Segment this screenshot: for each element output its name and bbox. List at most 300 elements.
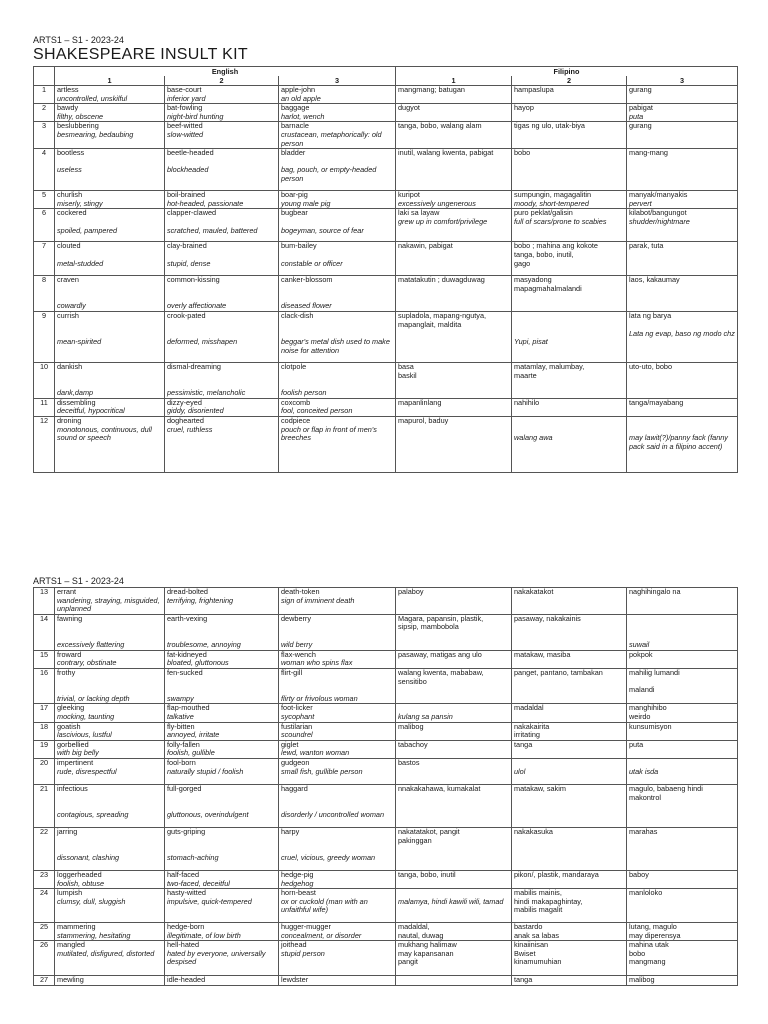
table-cell <box>279 209 396 242</box>
cell-spacer <box>167 794 276 803</box>
cell-gloss: kulang sa pansin <box>398 711 453 721</box>
table-cell <box>627 704 738 722</box>
table-cell <box>55 784 165 827</box>
row-number: 26 <box>34 941 55 976</box>
cell-word: pokpok <box>629 650 653 659</box>
cell-word: dugyot <box>398 103 420 113</box>
table-cell <box>512 668 627 703</box>
table-cell <box>55 650 165 668</box>
table-row <box>34 122 738 149</box>
table-cell <box>396 740 512 758</box>
cell-word: barnacle <box>281 121 309 131</box>
cell-word: harpy <box>281 827 300 836</box>
cell-spacer <box>167 837 276 846</box>
cell-word: tigas ng ulo, utak-biya <box>514 121 585 131</box>
cell-word: mangled <box>57 940 85 950</box>
cell-word: beef-witted <box>167 121 203 131</box>
table-cell <box>396 650 512 668</box>
cell-gloss: blockheaded <box>167 165 209 175</box>
cell-word: base-court <box>167 85 202 94</box>
cell-gloss: deceitful, hypocritical <box>57 406 125 416</box>
col-number: 3 <box>627 76 738 86</box>
table-cell <box>627 614 738 650</box>
cell-word: pikon/, plastik, mandaraya <box>514 870 599 879</box>
row-number: 19 <box>34 740 55 758</box>
cell-gloss: cruel, ruthless <box>167 424 213 434</box>
table-cell <box>512 722 627 740</box>
table-cell <box>627 722 738 740</box>
cell-word: naghihingalo na <box>629 587 681 596</box>
cell-word: full-gorged <box>167 784 202 793</box>
table-cell <box>55 941 165 976</box>
table-cell <box>165 416 279 472</box>
column-number-row <box>34 76 738 86</box>
table-cell <box>165 149 279 191</box>
table-cell <box>512 191 627 209</box>
cell-spacer <box>57 837 162 846</box>
table-cell <box>512 976 627 986</box>
table-cell <box>165 941 279 976</box>
cell-gloss: stammering, hesitating <box>57 930 131 940</box>
cell-word: tanga, bobo, inutil <box>398 870 456 879</box>
cell-gloss: woman who spins flax <box>281 658 353 668</box>
table-cell <box>396 588 512 615</box>
table-cell <box>165 398 279 416</box>
table-row <box>34 650 738 668</box>
cell-word: haggard <box>281 784 308 793</box>
table-cell <box>279 312 396 363</box>
table-cell <box>512 923 627 941</box>
table-cell <box>165 889 279 923</box>
table-cell <box>165 923 279 941</box>
table-cell <box>279 242 396 276</box>
table-cell <box>279 650 396 668</box>
table-cell <box>165 209 279 242</box>
cell-gloss: mean-spirited <box>57 337 102 347</box>
cell-gloss: mutilated, disfigured, distorted <box>57 948 155 958</box>
table-cell <box>279 614 396 650</box>
table-row <box>34 104 738 122</box>
table-cell <box>627 149 738 191</box>
table-cell <box>55 827 165 870</box>
cell-word: nakatatakot, pangit pakinggan <box>398 827 460 845</box>
cell-word: bladder <box>281 148 306 158</box>
cell-gloss: uncontrolled, unskilful <box>57 93 128 103</box>
cell-gloss: impulsive, quick-tempered <box>167 896 252 906</box>
table-cell <box>512 242 627 276</box>
cell-gloss: Lata ng evap, baso ng modo chz <box>629 328 735 338</box>
cell-word: lutang, magulo may diperensya <box>629 922 681 940</box>
table-cell <box>165 104 279 122</box>
cell-gloss: excessively ungenerous <box>398 198 476 208</box>
cell-word: guts-griping <box>167 827 206 836</box>
cell-gloss: hated by everyone, universally despised <box>167 948 266 967</box>
cell-word: cockered <box>57 208 87 218</box>
cell-spacer <box>514 312 624 321</box>
cell-spacer <box>281 678 393 687</box>
cell-word: idle-headed <box>167 975 206 985</box>
table-row <box>34 149 738 191</box>
cell-spacer <box>281 321 393 330</box>
cell-spacer <box>281 623 393 632</box>
cell-gloss: rude, disrespectful <box>57 766 117 776</box>
table-cell <box>279 827 396 870</box>
cell-gloss: illegitimate, of low birth <box>167 930 241 940</box>
table-cell <box>396 722 512 740</box>
table-cell <box>396 784 512 827</box>
cell-gloss: miserly, stingy <box>57 198 103 208</box>
table-cell <box>55 976 165 986</box>
table-cell <box>627 784 738 827</box>
table-cell <box>512 209 627 242</box>
cell-gloss: dank,damp <box>57 388 94 398</box>
table-cell <box>627 191 738 209</box>
row-number: 1 <box>34 86 55 104</box>
cell-spacer <box>514 759 624 768</box>
table-cell <box>512 650 627 668</box>
cell-gloss: pervert <box>629 198 652 208</box>
table-cell <box>279 941 396 976</box>
cell-word: beetle-headed <box>167 148 214 158</box>
cell-gloss: stupid person <box>281 948 325 958</box>
cell-word: goatish <box>57 722 81 731</box>
table-cell <box>396 398 512 416</box>
cell-gloss: small fish, gullible person <box>281 766 363 776</box>
col-number: 2 <box>512 76 627 86</box>
cell-gloss: scoundrel <box>281 730 313 740</box>
table-cell <box>396 416 512 472</box>
cell-word: palaboy <box>398 587 424 596</box>
cell-gloss: bogeyman, source of fear <box>281 225 364 235</box>
cell-word: crook-pated <box>167 311 206 321</box>
row-number: 23 <box>34 870 55 888</box>
table-row <box>34 209 738 242</box>
cell-word: malibog <box>398 722 424 731</box>
cell-word: walang kwenta, mababaw, sensitibo <box>398 668 484 686</box>
cell-word: bobo ; mahina ang kokote tanga, bobo, inutil, gago <box>514 241 598 268</box>
table-cell <box>396 758 512 784</box>
cell-word: nnakakahawa, kumakalat <box>398 784 481 793</box>
cell-word: inutil, walang kwenta, pabigat <box>398 148 494 158</box>
table-cell <box>279 758 396 784</box>
table-cell <box>279 704 396 722</box>
cell-gloss: troublesome, annoying <box>167 639 241 649</box>
cell-word: gurang <box>629 121 652 131</box>
table-cell <box>627 104 738 122</box>
cell-spacer <box>629 615 735 624</box>
cell-word: Magara, papansin, plastik, sipsip, mambobola <box>398 614 484 632</box>
table-cell <box>396 976 512 986</box>
table-cell <box>396 923 512 941</box>
cell-word: supladola, mapang-ngutya, mapanglait, maldita <box>398 311 487 329</box>
table-cell <box>396 312 512 363</box>
cell-word: codpiece <box>281 416 311 425</box>
cell-word: beslubbering <box>57 121 99 131</box>
filipino-header: Filipino <box>553 67 580 76</box>
cell-gloss: naturally stupid / foolish <box>167 766 244 776</box>
cell-word: clack-dish <box>281 311 314 321</box>
cell-word: puta <box>629 740 644 749</box>
cell-word: hedge-pig <box>281 870 314 879</box>
cell-gloss: night-bird hunting <box>167 111 224 121</box>
cell-word: half-faced <box>167 870 200 879</box>
cell-word: kilabot/bangungot <box>629 208 687 218</box>
cell-spacer <box>167 285 276 294</box>
table-row <box>34 416 738 472</box>
insult-table-part-2 <box>33 587 738 986</box>
cell-word: apple-john <box>281 85 316 94</box>
cell-word: flax-wench <box>281 650 316 659</box>
cell-word: joithead <box>281 940 307 950</box>
table-cell <box>396 242 512 276</box>
table-cell <box>512 312 627 363</box>
table-cell <box>512 276 627 312</box>
cell-gloss: dissonant, clashing <box>57 852 120 862</box>
cell-gloss: ulol <box>514 766 526 776</box>
row-number: 5 <box>34 191 55 209</box>
cell-word: lumpish <box>57 888 83 898</box>
cell-word: coxcomb <box>281 398 311 407</box>
cell-gloss: wandering, straying, misguided, unplanned <box>57 595 160 614</box>
table-cell <box>279 398 396 416</box>
cell-word: bum-bailey <box>281 241 317 251</box>
cell-word: clapper-clawed <box>167 208 217 218</box>
row-number: 15 <box>34 650 55 668</box>
table-cell <box>512 827 627 870</box>
cell-word: gurang <box>629 85 652 94</box>
cell-word: bawdy <box>57 103 79 113</box>
cell-word: fly-bitten <box>167 722 195 731</box>
table-cell <box>512 416 627 472</box>
table-cell <box>55 86 165 104</box>
table-cell <box>396 363 512 398</box>
table-cell <box>627 650 738 668</box>
cell-spacer <box>167 321 276 330</box>
row-number: 13 <box>34 588 55 615</box>
cell-word: clay-brained <box>167 241 207 251</box>
table-row <box>34 941 738 976</box>
table-cell <box>512 704 627 722</box>
cell-word: tanga, bobo, walang alam <box>398 121 482 131</box>
table-cell <box>165 722 279 740</box>
cell-gloss: bloated, gluttonous <box>167 658 229 668</box>
table-cell <box>396 86 512 104</box>
table-row <box>34 398 738 416</box>
cell-spacer <box>57 285 162 294</box>
table-cell <box>627 758 738 784</box>
cell-word: clouted <box>57 241 81 251</box>
cell-word: marahas <box>629 827 658 836</box>
cell-word: lewdster <box>281 975 309 985</box>
cell-word: malibog <box>629 975 655 985</box>
cell-word: matakaw, masiba <box>514 650 571 659</box>
cell-gloss: cruel, vicious, greedy woman <box>281 852 376 862</box>
cell-gloss: contrary, obstinate <box>57 658 117 668</box>
table-cell <box>279 889 396 923</box>
table-cell <box>627 276 738 312</box>
page-header-2: ARTS1 – S1 - 2023-24 <box>33 576 124 586</box>
cell-word: nakakasuka <box>514 827 553 836</box>
cell-gloss: stupid, dense <box>167 258 211 268</box>
cell-spacer <box>57 372 162 381</box>
table-cell <box>165 312 279 363</box>
table-cell <box>279 923 396 941</box>
table-cell <box>165 668 279 703</box>
cell-gloss: suwail <box>629 639 650 649</box>
cell-word: mahilig lumandi malandi <box>629 668 680 695</box>
cell-gloss: pouch or flap in front of men's breeches <box>281 424 377 443</box>
row-number: 18 <box>34 722 55 740</box>
page-title: SHAKESPEARE INSULT KIT <box>33 46 248 63</box>
cell-spacer <box>281 837 393 846</box>
cell-gloss: clumsy, dull, sluggish <box>57 896 126 906</box>
cell-word: churlish <box>57 190 83 200</box>
row-number: 21 <box>34 784 55 827</box>
cell-word: matatakutin ; duwagduwag <box>398 275 485 285</box>
cell-gloss: contagious, spreading <box>57 809 129 819</box>
cell-word: loggerheaded <box>57 870 102 879</box>
cell-word: nakakairita irritating <box>514 722 550 740</box>
table-cell <box>627 312 738 363</box>
table-cell <box>627 588 738 615</box>
cell-gloss: excessively flattering <box>57 639 125 649</box>
cell-word: hedge-born <box>167 922 205 932</box>
insult-table-part-1 <box>33 66 738 473</box>
table-row <box>34 889 738 923</box>
row-number: 7 <box>34 242 55 276</box>
cell-gloss: cowardly <box>57 301 86 311</box>
cell-gloss: harlot, wench <box>281 111 325 121</box>
table-cell <box>627 870 738 888</box>
cell-gloss: trivial, or lacking depth <box>57 693 130 703</box>
cell-spacer <box>281 794 393 803</box>
table-cell <box>512 122 627 149</box>
cell-word: bugbear <box>281 208 308 218</box>
cell-word: froward <box>57 650 82 659</box>
cell-word: dankish <box>57 362 83 372</box>
cell-word: boar-pig <box>281 190 308 200</box>
cell-word: currish <box>57 311 79 321</box>
cell-word: laos, kakaumay <box>629 275 680 285</box>
cell-word: laki sa layaw <box>398 208 440 218</box>
table-cell <box>165 870 279 888</box>
table-cell <box>165 758 279 784</box>
row-number: 27 <box>34 976 55 986</box>
table-cell <box>165 363 279 398</box>
table-cell <box>627 923 738 941</box>
table-cell <box>396 889 512 923</box>
cell-word: mang-mang <box>629 148 668 158</box>
cell-word: hayop <box>514 103 534 113</box>
table-row <box>34 276 738 312</box>
table-cell <box>512 588 627 615</box>
table-cell <box>512 941 627 976</box>
table-row <box>34 870 738 888</box>
cell-gloss: foolish, gullible <box>167 748 215 758</box>
col-number: 2 <box>165 76 279 86</box>
table-row <box>34 976 738 986</box>
cell-word: mapanlinlang <box>398 398 442 407</box>
table-cell <box>55 668 165 703</box>
cell-word: mabilis mainis, hindi makapaghintay, mabilis magalit <box>514 888 583 915</box>
col-number: 1 <box>396 76 512 86</box>
table-cell <box>279 104 396 122</box>
cell-word: craven <box>57 275 79 285</box>
cell-gloss: diseased flower <box>281 301 332 311</box>
table-cell <box>512 614 627 650</box>
table-row <box>34 363 738 398</box>
cell-gloss: crustacean, metaphorically: old person <box>281 129 382 148</box>
cell-gloss: sycophant <box>281 711 315 721</box>
row-number: 8 <box>34 276 55 312</box>
cell-word: tanga/mayabang <box>629 398 684 407</box>
cell-word: tanga <box>514 740 533 749</box>
cell-word: hell-hated <box>167 940 200 950</box>
row-number: 9 <box>34 312 55 363</box>
cell-spacer <box>57 321 162 330</box>
cell-spacer <box>167 623 276 632</box>
table-cell <box>55 104 165 122</box>
cell-word: mahina utak bobo mangmang <box>629 940 669 967</box>
row-number: 17 <box>34 704 55 722</box>
table-cell <box>279 363 396 398</box>
cell-gloss: deformed, misshapen <box>167 337 238 347</box>
cell-word: frothy <box>57 668 76 677</box>
cell-gloss: spoiled, pampered <box>57 225 118 235</box>
cell-spacer <box>514 321 624 330</box>
table-cell <box>55 416 165 472</box>
cell-word: madaldal, nautal, duwag <box>398 922 444 940</box>
table-cell <box>512 870 627 888</box>
cell-word: bastardo anak sa labas <box>514 922 560 940</box>
table-cell <box>396 941 512 976</box>
cell-gloss: an old apple <box>281 93 321 103</box>
cell-word: fustilarian <box>281 722 313 731</box>
cell-gloss: pessimistic, melancholic <box>167 388 246 398</box>
cell-word: infectious <box>57 784 88 793</box>
cell-word: hugger-mugger <box>281 922 331 932</box>
table-cell <box>512 363 627 398</box>
table-cell <box>165 740 279 758</box>
cell-gloss: two-faced, deceitful <box>167 878 230 888</box>
table-cell <box>55 614 165 650</box>
table-cell <box>627 941 738 976</box>
cell-word: pasaway, nakakainis <box>514 614 581 623</box>
cell-spacer <box>167 678 276 687</box>
table-cell <box>55 588 165 615</box>
table-cell <box>627 740 738 758</box>
table-cell <box>165 784 279 827</box>
cell-gloss: Yupi, pisat <box>514 337 548 347</box>
cell-gloss: useless <box>57 165 82 175</box>
cell-gloss: malamya, hindi kawili wili, tamad <box>398 896 504 906</box>
table-cell <box>165 614 279 650</box>
table-cell <box>627 827 738 870</box>
table-cell <box>55 191 165 209</box>
cell-gloss: bag, pouch, or empty-headed person <box>281 165 377 183</box>
table-cell <box>279 668 396 703</box>
cell-word: magulo, babaeng hindi makontrol <box>629 784 703 802</box>
table-cell <box>55 149 165 191</box>
cell-word: mammering <box>57 922 96 932</box>
cell-gloss: monotonous, continuous, dull sound or speech <box>57 424 152 443</box>
cell-word: dismal-dreaming <box>167 362 221 372</box>
cell-word: baboy <box>629 870 649 879</box>
row-number: 16 <box>34 668 55 703</box>
cell-gloss: grew up in comfort/privilege <box>398 216 488 226</box>
cell-word: lata ng barya <box>629 311 672 321</box>
cell-word: manghihibo weirdo <box>629 703 667 721</box>
